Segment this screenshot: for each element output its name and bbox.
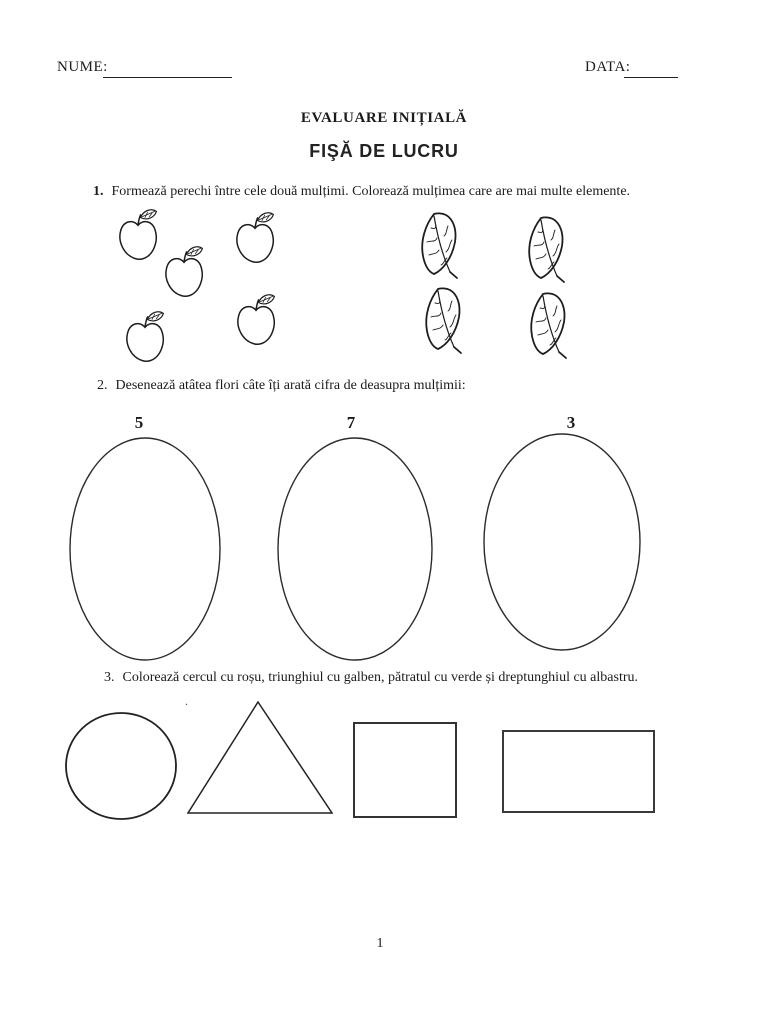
rectangle-shape <box>502 730 655 813</box>
task-1-text: Formează perechi între cele două mulțimi. Colorează mulțimea care are mai multe elemente. <box>111 184 631 199</box>
task-1-instruction <box>93 184 630 200</box>
apple-icon <box>121 309 169 365</box>
apple-icon <box>231 210 279 266</box>
square-shape <box>353 722 457 818</box>
task-3-instruction <box>104 670 638 686</box>
set-ellipse <box>276 436 434 662</box>
task-2-text: Desenează atâtea flori câte îți arată cifra de deasupra mulțimii: <box>115 378 466 393</box>
set-ellipse <box>482 432 642 652</box>
page-subtitle: FIŞĂ DE LUCRU <box>309 141 459 161</box>
name-label: NUME: <box>57 59 108 75</box>
leaf-icon <box>528 292 572 360</box>
task-3-number: 3. <box>104 670 115 685</box>
set-ellipse <box>68 436 222 662</box>
set-count-label: 7 <box>346 413 356 432</box>
triangle-shape <box>186 700 335 816</box>
name-blank-line <box>103 63 232 78</box>
leaf-icon <box>423 287 467 355</box>
apple-icon <box>232 292 280 348</box>
circle-shape <box>64 710 178 822</box>
leaf-icon <box>419 212 463 280</box>
task-1-number: 1. <box>93 184 104 199</box>
apple-icon <box>114 207 162 263</box>
stray-period-mark: . <box>185 694 188 708</box>
date-label: DATA: <box>585 59 631 75</box>
task-3-text: Colorează cercul cu roșu, triunghiul cu galben, pătratul cu verde și dreptunghiul cu albastru. <box>122 670 638 685</box>
task-2-number: 2. <box>97 378 108 393</box>
leaf-icon <box>526 216 570 284</box>
page-title: EVALUARE INIȚIALĂ <box>300 110 468 126</box>
page-number-label: 1 <box>376 936 384 951</box>
date-blank-line <box>624 63 678 78</box>
set-count-label: 5 <box>134 413 144 432</box>
task-2-instruction <box>97 378 466 394</box>
set-count-label: 3 <box>566 413 576 432</box>
apple-icon <box>160 244 208 300</box>
